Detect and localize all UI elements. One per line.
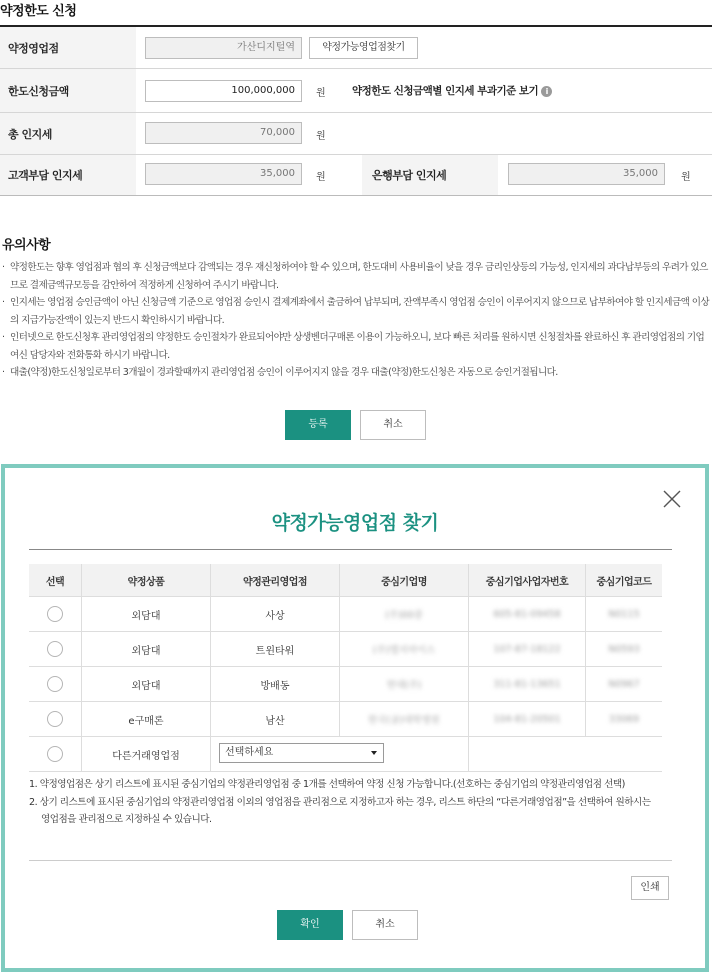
company-code: N0115 — [608, 608, 640, 620]
biz-no-cell — [469, 632, 586, 667]
empty-cell — [469, 737, 663, 772]
select-cell — [29, 597, 82, 632]
other-branch-select-cell — [211, 737, 469, 772]
radio-button[interactable] — [47, 746, 63, 762]
stamp-tax-link-text: 약정한도 신청금액별 인지세 부과기준 보기 — [352, 85, 539, 97]
confirm-button[interactable]: 확인 — [277, 910, 343, 940]
col-product: 약정상품 — [82, 564, 211, 597]
company-code: 33069 — [608, 713, 640, 725]
amount-label: 한도신청금액 — [0, 69, 136, 112]
product-cell: 외담대 — [82, 667, 211, 702]
branch-cell: 사상 — [211, 597, 340, 632]
company-cell — [340, 667, 469, 702]
biz-no-cell — [469, 667, 586, 702]
biz-no-cell — [469, 702, 586, 737]
col-select: 선택 — [29, 564, 82, 597]
notice-item: · 인터넷으로 한도신청후 관리영업점의 약정한도 승인절차가 완료되어야만 상생벤더구매론 이용이 가능하오니, 보다 빠른 처리를 원하시면 신청절차를 완료하신 후 관리영업점의 기업여신 담당자와 전화통화 하시기 바랍니다. — [2, 329, 710, 364]
product-cell: 외담대 — [82, 597, 211, 632]
select-cell — [29, 667, 82, 702]
notice-item: · 대출(약정)한도신청일로부터 3개월이 경과할때까지 관리영업점 승인이 이루어지지 않을 경우 대출(약정)한도신청은 자동으로 승인거절됩니다. — [2, 364, 710, 382]
branch-select-value: 선택하세요 — [225, 747, 274, 758]
biz-no: 107-87-18122 — [493, 643, 561, 655]
bank-tax-field: 35,000 — [508, 163, 665, 185]
find-branch-button[interactable]: 약정가능영업점찾기 — [309, 37, 418, 59]
radio-button[interactable] — [47, 676, 63, 692]
col-code: 중심기업코드 — [586, 564, 663, 597]
table-row — [29, 632, 662, 667]
total-tax-field: 70,000 — [145, 122, 302, 144]
table-header — [29, 564, 662, 597]
form-row-amount — [0, 69, 712, 113]
table-row — [29, 597, 662, 632]
radio-button[interactable] — [47, 606, 63, 622]
modal-title: 약정가능영업점 찾기 — [271, 512, 439, 534]
branch-field: 가산디지털역 — [145, 37, 302, 59]
branch-label: 약정영업점 — [0, 27, 136, 68]
find-branch-modal — [1, 464, 709, 972]
select-cell — [29, 632, 82, 667]
company-cell — [340, 702, 469, 737]
form-row-branch — [0, 27, 712, 69]
biz-no: 605-81-09458 — [493, 608, 561, 620]
print-button[interactable]: 인쇄 — [631, 876, 669, 900]
branch-table — [29, 564, 662, 772]
total-tax-unit: 원 — [316, 131, 326, 142]
close-icon[interactable] — [661, 488, 683, 510]
radio-button[interactable] — [47, 711, 63, 727]
branch-cell: 방배동 — [211, 667, 340, 702]
company-cell — [340, 597, 469, 632]
code-cell — [586, 597, 663, 632]
select-cell — [29, 737, 82, 772]
modal-note: 2. 상기 리스트에 표시된 중심기업의 약정관리영업점 이외의 영업점을 관리점으로 지정하고자 하는 경우, 리스트 하단의 “다른거래영업점”을 선택하여 원하시는 영업점을 관리점으로 지정하실 수 있습니다. — [29, 796, 651, 825]
amount-input[interactable]: 100,000,000 — [145, 80, 302, 102]
product-cell: 외담대 — [82, 632, 211, 667]
biz-no-cell — [469, 597, 586, 632]
code-cell — [586, 632, 663, 667]
customer-tax-unit: 원 — [316, 172, 326, 183]
notice-title: 유의사항 — [2, 238, 51, 253]
branch-select[interactable] — [219, 743, 384, 763]
table-row — [29, 702, 662, 737]
modal-divider — [29, 549, 672, 550]
company-name: 한국(공)대학병원 — [368, 715, 440, 726]
amount-unit: 원 — [316, 88, 326, 99]
info-icon[interactable]: i — [541, 86, 552, 97]
code-cell — [586, 667, 663, 702]
form-row-tax-split — [0, 155, 712, 196]
biz-no: 311-81-13651 — [493, 678, 561, 690]
table-row-other-branch — [29, 737, 662, 772]
cancel-button[interactable]: 취소 — [360, 410, 426, 440]
company-code: N0967 — [608, 678, 640, 690]
customer-tax-label: 고객부담 인지세 — [0, 155, 136, 195]
company-code: N0593 — [608, 643, 640, 655]
branch-cell: 트윈타워 — [211, 632, 340, 667]
notice-item: · 인지세는 영업점 승인금액이 아닌 신청금액 기준으로 영업점 승인시 결제계좌에서 출금하여 납부되며, 잔액부족시 영업점 승인이 이루어지지 않으므로 납부하여야 할 인지세금액 이상의 지급가능잔액이 있는지 반드시 확인하시기 바랍니다. — [2, 294, 710, 329]
radio-button[interactable] — [47, 641, 63, 657]
col-biz-no: 중심기업사업자번호 — [469, 564, 586, 597]
notice-list — [2, 259, 710, 382]
submit-button[interactable]: 등록 — [285, 410, 351, 440]
company-name: 현대(주) — [386, 680, 422, 691]
company-name: (주)엘지마이스 — [372, 645, 436, 656]
biz-no: 104-81-20501 — [493, 713, 561, 725]
modal-divider — [29, 860, 672, 861]
select-cell — [29, 702, 82, 737]
bank-tax-label: 은행부담 인지세 — [362, 155, 498, 195]
stamp-tax-standard-link[interactable] — [352, 83, 552, 98]
chevron-down-icon — [371, 751, 377, 755]
bank-tax-unit: 원 — [681, 172, 691, 183]
modal-note: 1. 약정영업점은 상기 리스트에 표시된 중심기업의 약정관리영업점 중 1개를 선택하여 약정 신청 가능합니다.(선호하는 중심기업의 약정관리영업점 선택) — [29, 779, 625, 790]
col-company: 중심기업명 — [340, 564, 469, 597]
form-row-total-tax — [0, 113, 712, 155]
col-branch: 약정관리영업점 — [211, 564, 340, 597]
branch-cell: 남산 — [211, 702, 340, 737]
company-name: (주)00중 — [385, 610, 423, 621]
table-row — [29, 667, 662, 702]
customer-tax-field: 35,000 — [145, 163, 302, 185]
other-branch-label: 다른거래영업점 — [82, 737, 211, 772]
modal-cancel-button[interactable]: 취소 — [352, 910, 418, 940]
total-tax-label: 총 인지세 — [0, 113, 136, 154]
product-cell: e구매론 — [82, 702, 211, 737]
notice-item: · 약정한도는 향후 영업점과 협의 후 신청금액보다 감액되는 경우 재신청하여야 할 수 있으며, 한도대비 사용비율이 낮을 경우 금리인상등의 가능성, 인지세의 과다납부등의 우려가 있으므로 결제금액규모등을 감안하여 적정하게 신청하여 주시기 바랍니다. — [2, 259, 710, 294]
company-cell — [340, 632, 469, 667]
code-cell — [586, 702, 663, 737]
page-title: 약정한도 신청 — [0, 4, 77, 19]
modal-notes — [29, 776, 659, 829]
